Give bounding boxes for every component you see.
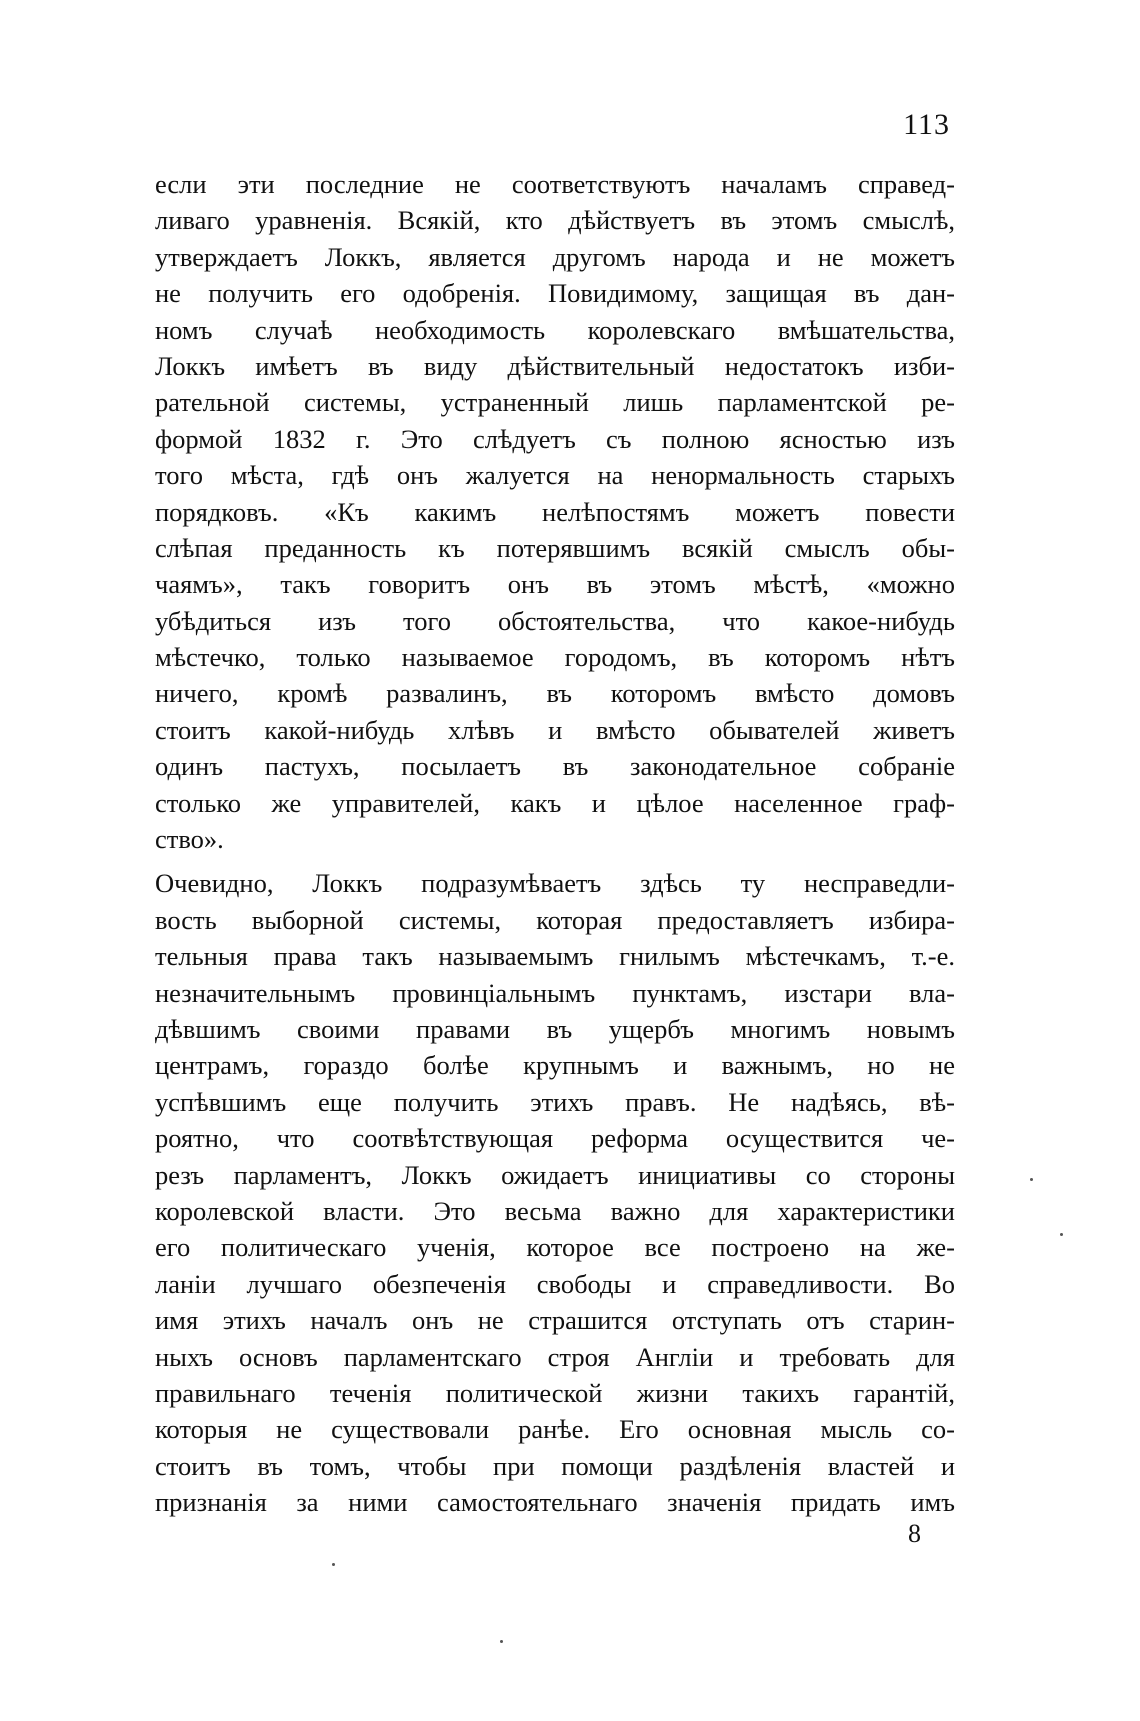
text-line: чаямъ», такъ говоритъ онъ въ этомъ мѣстѣ, «можно — [155, 569, 955, 600]
page-number: 113 — [903, 108, 950, 141]
text-line: порядковъ. «Къ какимъ нелѣпостямъ можетъ повести — [155, 496, 955, 527]
text-line: мѣстечко, только называемое городомъ, въ которомъ нѣтъ — [155, 642, 955, 673]
text-line: вость выборной системы, которая предоставляетъ избира- — [155, 904, 955, 935]
text-line: дѣвшимъ своими правами въ ущербъ многимъ новымъ — [155, 1013, 955, 1044]
text-line: рательной системы, устраненный лишь парламентской ре- — [155, 387, 955, 418]
text-line: успѣвшимъ еще получить этихъ правъ. Не надѣясь, вѣ- — [155, 1086, 955, 1117]
text-line: утверждаетъ Локкъ, является другомъ народа и не можетъ — [155, 241, 955, 272]
signature-mark: 8 — [908, 1519, 921, 1548]
text-line: слѣпая преданность къ потерявшимъ всякій смыслъ обы- — [155, 532, 955, 563]
text-line: которыя не существовали ранѣе. Его основная мысль со- — [155, 1414, 955, 1445]
text-line: того мѣста, гдѣ онъ жалуется на ненормальность старыхъ — [155, 460, 955, 491]
paragraph-2 — [155, 865, 955, 1520]
text-line: тельныя права такъ называемымъ гнилымъ мѣстечкамъ, т.-е. — [155, 941, 955, 972]
text-line: стоитъ какой-нибудь хлѣвъ и вмѣсто обывателей живетъ — [155, 714, 955, 745]
body-text — [155, 166, 955, 1520]
text-line: незначительнымъ провинціальнымъ пунктамъ, изстари вла- — [155, 977, 955, 1008]
text-line: убѣдиться изъ того обстоятельства, что какое-нибудь — [155, 605, 955, 636]
paragraph-1 — [155, 166, 955, 857]
print-speck — [1030, 1178, 1033, 1181]
text-line: королевской власти. Это весьма важно для характеристики — [155, 1195, 955, 1226]
text-line: номъ случаѣ необходимость королевскаго вмѣшательства, — [155, 314, 955, 345]
print-speck — [332, 1563, 335, 1566]
text-line: не получить его одобренія. Повидимому, защищая въ дан- — [155, 278, 955, 309]
text-line: роятно, что соотвѣтствующая реформа осуществится че- — [155, 1123, 955, 1154]
print-speck — [1060, 1233, 1063, 1236]
paragraph-gap — [155, 857, 955, 865]
text-line: ныхъ основъ парламентскаго строя Англіи и требовать для — [155, 1341, 955, 1372]
text-line: Очевидно, Локкъ подразумѣваетъ здѣсь ту несправедли- — [155, 868, 955, 899]
text-line: ланіи лучшаго обезпеченія свободы и справедливости. Во — [155, 1268, 955, 1299]
text-line: ничего, кромѣ развалинъ, въ которомъ вмѣсто домовъ — [155, 678, 955, 709]
text-line: Локкъ имѣетъ въ виду дѣйствительный недостатокъ изби- — [155, 350, 955, 381]
text-line: его политическаго ученія, которое все построено на же- — [155, 1232, 955, 1263]
text-line: одинъ пастухъ, посылаетъ въ законодательное собраніе — [155, 751, 955, 782]
text-line: резъ парламентъ, Локкъ ожидаетъ инициативы со стороны — [155, 1159, 955, 1190]
text-line: формой 1832 г. Это слѣдуетъ съ полною ясностью изъ — [155, 423, 955, 454]
text-line: стоитъ въ томъ, чтобы при помощи раздѣленія властей и — [155, 1450, 955, 1481]
text-line: ливаго уравненія. Всякій, кто дѣйствуетъ въ этомъ смыслѣ, — [155, 205, 955, 236]
text-line: ство». — [155, 824, 224, 855]
text-line: центрамъ, гораздо болѣе крупнымъ и важнымъ, но не — [155, 1050, 955, 1081]
text-line: столько же управителей, какъ и цѣлое населенное граф- — [155, 787, 955, 818]
text-line: признанія за ними самостоятельнаго значенія придать имъ — [155, 1487, 955, 1518]
print-speck — [500, 1640, 503, 1643]
text-line: имя этихъ началъ онъ не страшится отступать отъ старин- — [155, 1305, 955, 1336]
text-line: если эти последние не соответствуютъ началамъ справед- — [155, 169, 955, 199]
text-line: правильнаго теченія политической жизни такихъ гарантій, — [155, 1377, 955, 1408]
